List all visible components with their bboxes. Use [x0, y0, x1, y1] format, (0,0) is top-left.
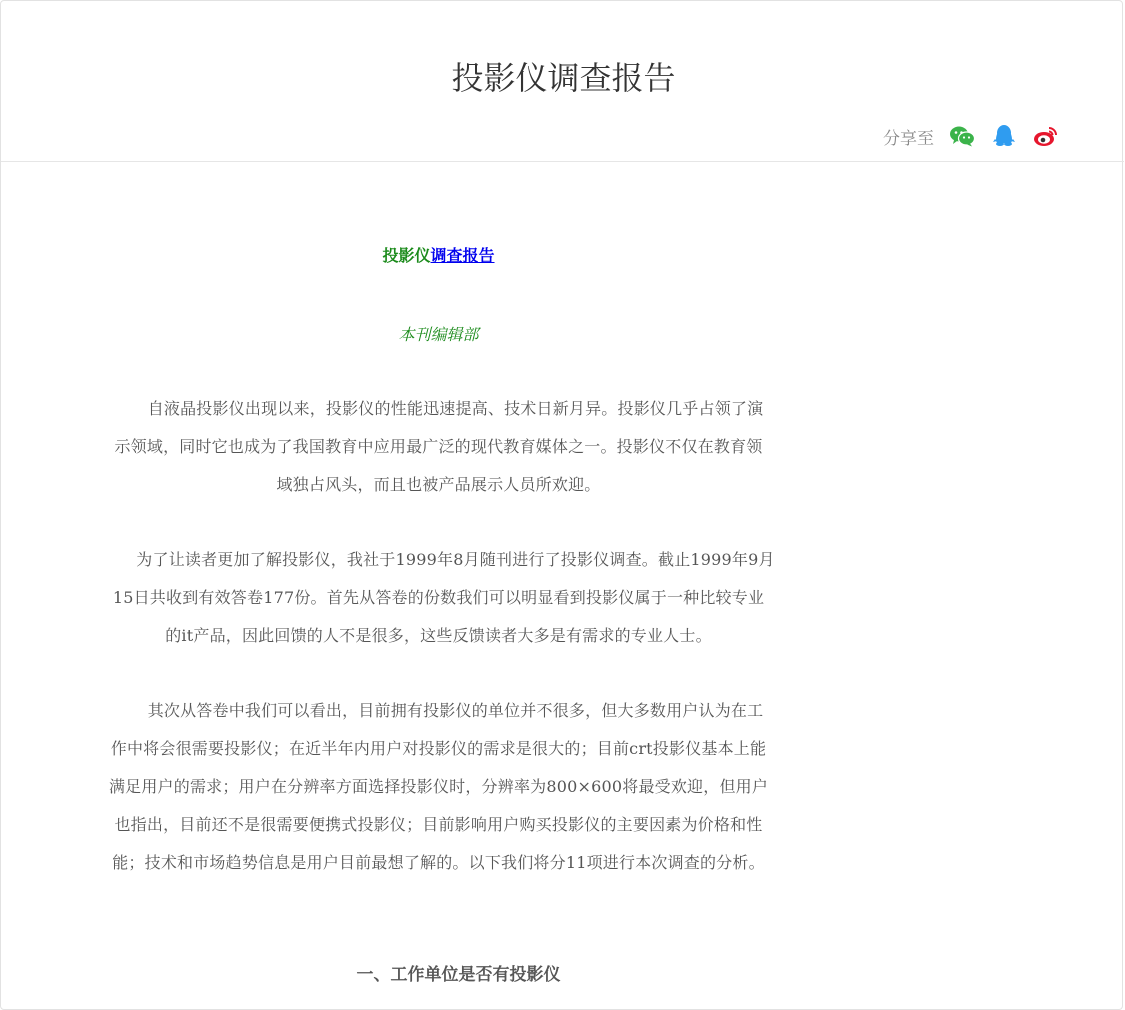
article-heading: [86, 243, 791, 266]
wechat-icon[interactable]: [948, 122, 976, 150]
article-heading-green: 投影仪: [382, 246, 431, 265]
paragraph-line: 其次从答卷中我们可以看出，目前拥有投影仪的单位并不很多，但大多数用户认为在工: [147, 701, 764, 720]
paragraph-line: 满足用户的需求；用户在分辨率方面选择投影仪时，分辨率为800×600将最受欢迎，但用户: [108, 777, 769, 796]
share-bar: [883, 121, 1074, 151]
article-heading-link[interactable]: 调查报告: [430, 246, 495, 265]
article-author: 本刊编辑部: [398, 325, 479, 344]
paragraph-line: 为了让读者更加了解投影仪，我社于1999年8月随刊进行了投影仪调查。截止1999年9月: [136, 550, 775, 569]
paragraph-line: 15日共收到有效答卷177份。首先从答卷的份数我们可以明显看到投影仪属于一种比较专业: [112, 588, 765, 607]
paragraph-line: 自液晶投影仪出现以来，投影仪的性能迅速提高、技术日新月异。投影仪几乎占领了演: [147, 399, 764, 418]
share-label: 分享至: [883, 128, 934, 149]
paragraph-1: [86, 390, 791, 504]
page-title: 投影仪调查报告: [451, 59, 676, 97]
paragraph-3: [86, 692, 791, 882]
paragraph-2: [86, 541, 791, 655]
weibo-icon[interactable]: [1032, 122, 1060, 150]
paragraph-line: 作中将会很需要投影仪；在近半年内用户对投影仪的需求是很大的；目前crt投影仪基本上能: [110, 739, 767, 758]
qq-icon[interactable]: [990, 122, 1018, 150]
paragraph-line: 的it产品，因此回馈的人不是很多，这些反馈读者大多是有需求的专业人士。: [165, 626, 712, 645]
paragraph-line: 能；技术和市场趋势信息是用户目前最想了解的。以下我们将分11项进行本次调查的分析。: [112, 853, 765, 872]
paragraph-line: 也指出，目前还不是很需要便携式投影仪；目前影响用户购买投影仪的主要因素为价格和性: [114, 815, 763, 834]
page-header: [1, 1, 1124, 162]
paragraph-line: 域独占风头，而且也被产品展示人员所欢迎。: [276, 475, 601, 494]
article-content: [86, 201, 791, 985]
paragraph-line: 示领域，同时它也成为了我国教育中应用最广泛的现代教育媒体之一。投影仪不仅在教育领: [114, 437, 763, 456]
section-heading: 一、工作单位是否有投影仪: [356, 965, 561, 985]
